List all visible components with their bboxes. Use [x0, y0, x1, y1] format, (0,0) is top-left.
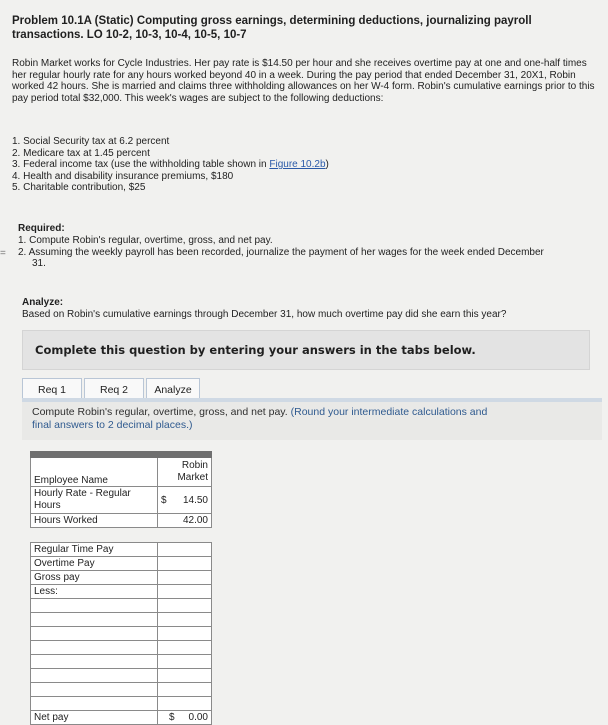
hours-worked-label: Hours Worked	[31, 514, 158, 528]
net-pay-value: 0.00	[188, 712, 208, 723]
required-item: 31.	[32, 258, 46, 270]
deduction-label-input[interactable]	[31, 669, 158, 683]
deduction-amount-input[interactable]	[158, 613, 212, 627]
dollar-sign: $	[169, 712, 175, 723]
deduction-item-after: )	[325, 159, 329, 171]
problem-paragraph: Robin Market works for Cycle Industries. Her pay rate is $14.50 per hour and she receives overtime pay at one and one-half times her regular hourly rate for any hours worked beyond 40 in a week. During the pay period that ended December 31, 20X1, Robin worked 42 hours. She is married and claims three withholding allowances on her W-4 form. Robin's cumulative earnings prior to this pay period total $32,000. This week's wages are subject to the following deductions:	[12, 58, 595, 104]
header-name-line1: Robin	[181, 460, 208, 471]
overtime-pay-label: Overtime Pay	[31, 557, 158, 571]
required-item: 2. Assuming the weekly payroll has been recorded, journalize the payment of her wages for the week ended December	[18, 246, 544, 258]
header-name-line2: Market	[177, 472, 208, 483]
deduction-label-input[interactable]	[31, 599, 158, 613]
required-heading: Required:	[18, 223, 65, 234]
deduction-amount-input[interactable]	[158, 683, 212, 697]
regular-pay-input[interactable]	[158, 543, 212, 557]
deduction-amount-input[interactable]	[158, 641, 212, 655]
tab-req-2[interactable]: Req 2	[84, 378, 144, 402]
deduction-item: 2. Medicare tax at 1.45 percent	[12, 147, 150, 159]
tab-instruction	[32, 406, 502, 431]
payroll-worksheet	[30, 451, 212, 725]
deduction-item: 4. Health and disability insurance premiums, $180	[12, 170, 234, 182]
less-cell	[158, 585, 212, 599]
tab-req-1[interactable]: Req 1	[22, 378, 82, 402]
tab-instruction-panel	[22, 402, 602, 440]
required-list	[18, 235, 608, 270]
regular-pay-label: Regular Time Pay	[31, 543, 158, 557]
figure-link[interactable]: Figure 10.2b	[269, 159, 326, 171]
required-item: 1. Compute Robin's regular, overtime, gross, and net pay.	[18, 235, 273, 246]
net-pay-cell	[158, 711, 212, 725]
deduction-label-input[interactable]	[31, 697, 158, 711]
left-marker: =	[0, 248, 6, 259]
instruction-box	[22, 330, 590, 370]
tab-instruction-note: (Round your intermediate calculations and final answers to 2 decimal places.)	[32, 406, 488, 431]
deduction-label-input[interactable]	[31, 683, 158, 697]
deduction-amount-input[interactable]	[158, 627, 212, 641]
gross-pay-input[interactable]	[158, 571, 212, 585]
tab-instruction-main: Compute Robin's regular, overtime, gross, and net pay.	[32, 406, 288, 418]
dollar-sign: $	[161, 494, 167, 506]
hourly-rate-value: 14.50	[182, 494, 208, 506]
analyze-heading: Analyze:	[22, 297, 64, 308]
tab-analyze[interactable]: Analyze	[146, 378, 200, 402]
deduction-amount-input[interactable]	[158, 697, 212, 711]
employee-name-header	[158, 458, 212, 487]
overtime-pay-input[interactable]	[158, 557, 212, 571]
deduction-label-input[interactable]	[31, 655, 158, 669]
deduction-label-input[interactable]	[31, 641, 158, 655]
deduction-amount-input[interactable]	[158, 599, 212, 613]
hourly-rate-cell	[158, 487, 212, 514]
deduction-label-input[interactable]	[31, 627, 158, 641]
hours-worked-value: 42.00	[158, 514, 212, 528]
deduction-amount-input[interactable]	[158, 669, 212, 683]
employee-name-label: Employee Name	[31, 458, 158, 487]
deductions-list	[12, 136, 572, 194]
deduction-item-text: 3. Federal income tax (use the withholding table shown in	[12, 159, 270, 171]
analyze-text: Based on Robin's cumulative earnings through December 31, how much overtime pay did she earn this year?	[22, 309, 507, 320]
net-pay-label: Net pay	[31, 711, 158, 725]
deduction-amount-input[interactable]	[158, 655, 212, 669]
instruction-box-text: Complete this question by entering your answers in the tabs below.	[35, 343, 476, 357]
deduction-item: 1. Social Security tax at 6.2 percent	[12, 136, 170, 147]
less-label: Less:	[31, 585, 158, 599]
deduction-label-input[interactable]	[31, 613, 158, 627]
deduction-item: 5. Charitable contribution, $25	[12, 182, 146, 194]
gross-pay-label: Gross pay	[31, 571, 158, 585]
hourly-rate-label: Hourly Rate - Regular Hours	[31, 487, 158, 514]
problem-title: Problem 10.1A (Static) Computing gross earnings, determining deductions, journalizing payroll transactions. LO 10-2, 10-3, 10-4, 10-5, 10-7	[12, 15, 532, 41]
deduction-item	[12, 159, 572, 171]
